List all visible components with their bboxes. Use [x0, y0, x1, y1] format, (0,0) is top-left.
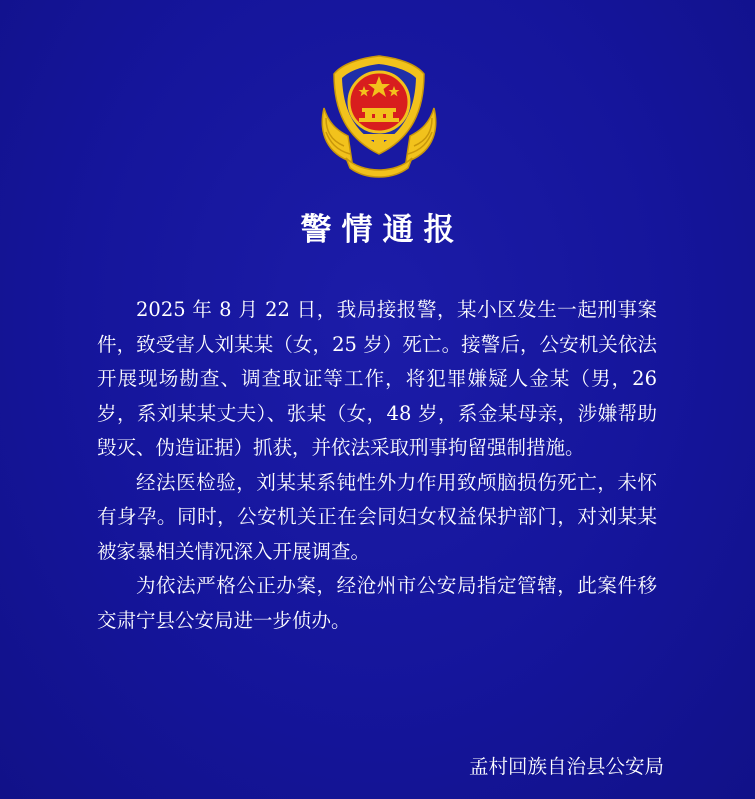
- police-emblem-icon: [312, 50, 446, 180]
- notice-paragraph-3: 为依法严格公正办案，经沧州市公安局指定管辖，此案件移交肃宁县公安局进一步侦办。: [97, 574, 657, 632]
- police-emblem-svg: [312, 50, 446, 180]
- emblem-building-roof: [362, 108, 396, 112]
- notice-paragraph-2: 经法医检验，刘某某系钝性外力作用致颅脑损伤死亡，未怀有身孕。同时，公安机关正在会同妇女权益保护部门，对刘某某被家暴相关情况深入开展调查。: [97, 470, 657, 563]
- notice-paragraph-1: 2025 年 8 月 22 日，我局接报警，某小区发生一起刑事案件，致受害人刘某某（女，25 岁）死亡。接警后，公安机关依法开展现场勘查、调查取证等工作，将犯罪嫌疑人金某（男，26 岁，系刘某某丈夫）、张某（女，48 岁，系金某母亲，涉嫌帮助毁灭、伪造证据）抓获，并依法采取刑事拘留强制措施。: [97, 298, 657, 459]
- emblem-building: [365, 112, 393, 118]
- notice-title: 警情通报: [300, 212, 465, 248]
- notice-body: [97, 293, 657, 638]
- notice-signature: 孟村回族自治县公安局: [468, 755, 664, 778]
- emblem-ribbon: [346, 158, 412, 177]
